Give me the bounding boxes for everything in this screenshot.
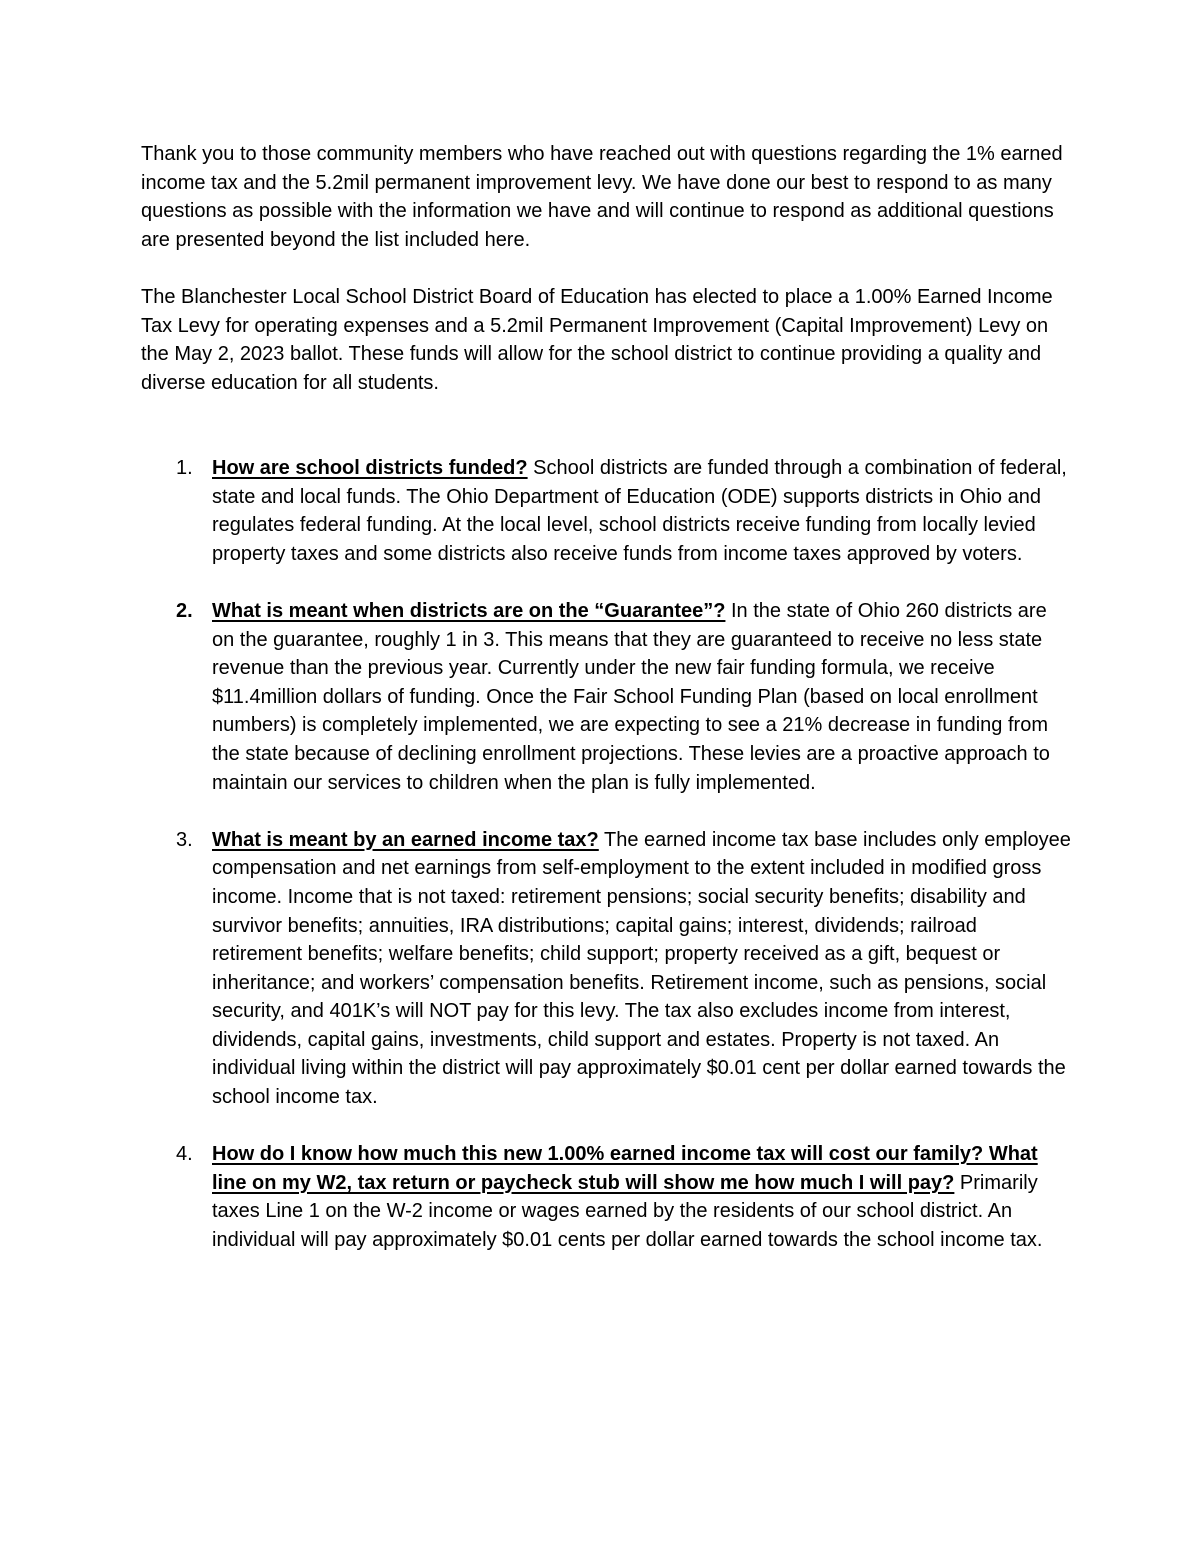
faq-item-number: 3. bbox=[176, 828, 193, 851]
faq-item-funding bbox=[0, 454, 1072, 568]
faq-answer-text: School districts are funded through a combination of federal, state and local funds. The Ohio Department of Education (ODE) supports districts in Ohio and regulates federal funding. At the local level, school districts receive funding from locally levied property taxes and some districts also receive funds from income taxes approved by voters. bbox=[212, 457, 1067, 565]
faq-item-family-cost bbox=[0, 1140, 1072, 1254]
intro-paragraph-thank-you: Thank you to those community members who have reached out with questions regarding the 1% earned income tax and the 5.2mil permanent improvement levy. We have done our best to respond to as many questions as possible with the information we have and will continue to respond as additional questions are presented beyond the list included here. bbox=[141, 143, 1063, 251]
faq-question-heading: What is meant by an earned income tax? bbox=[212, 828, 599, 851]
intro-paragraph-levy-description: The Blanchester Local School District Board of Education has elected to place a 1.00% Earned Income Tax Levy for operating expenses and a 5.2mil Permanent Improvement (Capital Improvement) Levy on the May 2, 2023 ballot. These funds will allow for the school district to continue providing a quality and diverse education for all students. bbox=[141, 286, 1053, 394]
faq-question-heading: How are school districts funded? bbox=[212, 457, 528, 479]
faq-answer-text: In the state of Ohio 260 districts are on the guarantee, roughly 1 in 3. This means that they are guaranteed to receive no less state revenue than the previous year. Currently under the new fair funding formula, we receive $11.4million dollars of funding. Once the Fair School Funding Plan (based on local enrollment numbers) is completely implemented, we are expecting to see a 21% decrease in funding from the state because of declining enrollment projections. These levies are a proactive approach to maintain our services to children when the plan is fully implemented. bbox=[212, 599, 1050, 794]
faq-question-heading: What is meant when districts are on the “Guarantee”? bbox=[212, 599, 726, 622]
faq-item-number: 4. bbox=[176, 1143, 193, 1166]
faq-item-earned-income-tax bbox=[0, 826, 1072, 1112]
faq-answer-text: The earned income tax base includes only employee compensation and net earnings from self-employment to the extent included in modified gross income. Income that is not taxed: retirement pensions; social security benefits; disability and survivor benefits; annuities, IRA distributions; capital gains; interest, dividends; railroad retirement benefits; welfare benefits; child support; property received as a gift, bequest or inheritance; and workers’ compensation benefits. Retirement income, such as pensions, social security, and 401K’s will NOT pay for this levy. The tax also excludes income from interest, dividends, capital gains, investments, child support and estates. Property is not taxed. An individual living within the district will pay approximately $0.01 cent per dollar earned towards the school income tax. bbox=[212, 828, 1071, 1109]
faq-item-number: 2. bbox=[176, 599, 193, 622]
faq-answer-text: Primarily taxes Line 1 on the W-2 income or wages earned by the residents of our school district. An individual will pay approximately $0.01 cents per dollar earned towards the school income tax. bbox=[212, 1171, 1043, 1252]
faq-item-number: 1. bbox=[176, 457, 193, 479]
faq-question-heading: How do I know how much this new 1.00% earned income tax will cost our family? What line on my W2, tax return or paycheck stub will show me how much I will pay? bbox=[212, 1143, 1038, 1194]
faq-list bbox=[0, 454, 1200, 1283]
faq-item-guarantee bbox=[0, 597, 1072, 797]
